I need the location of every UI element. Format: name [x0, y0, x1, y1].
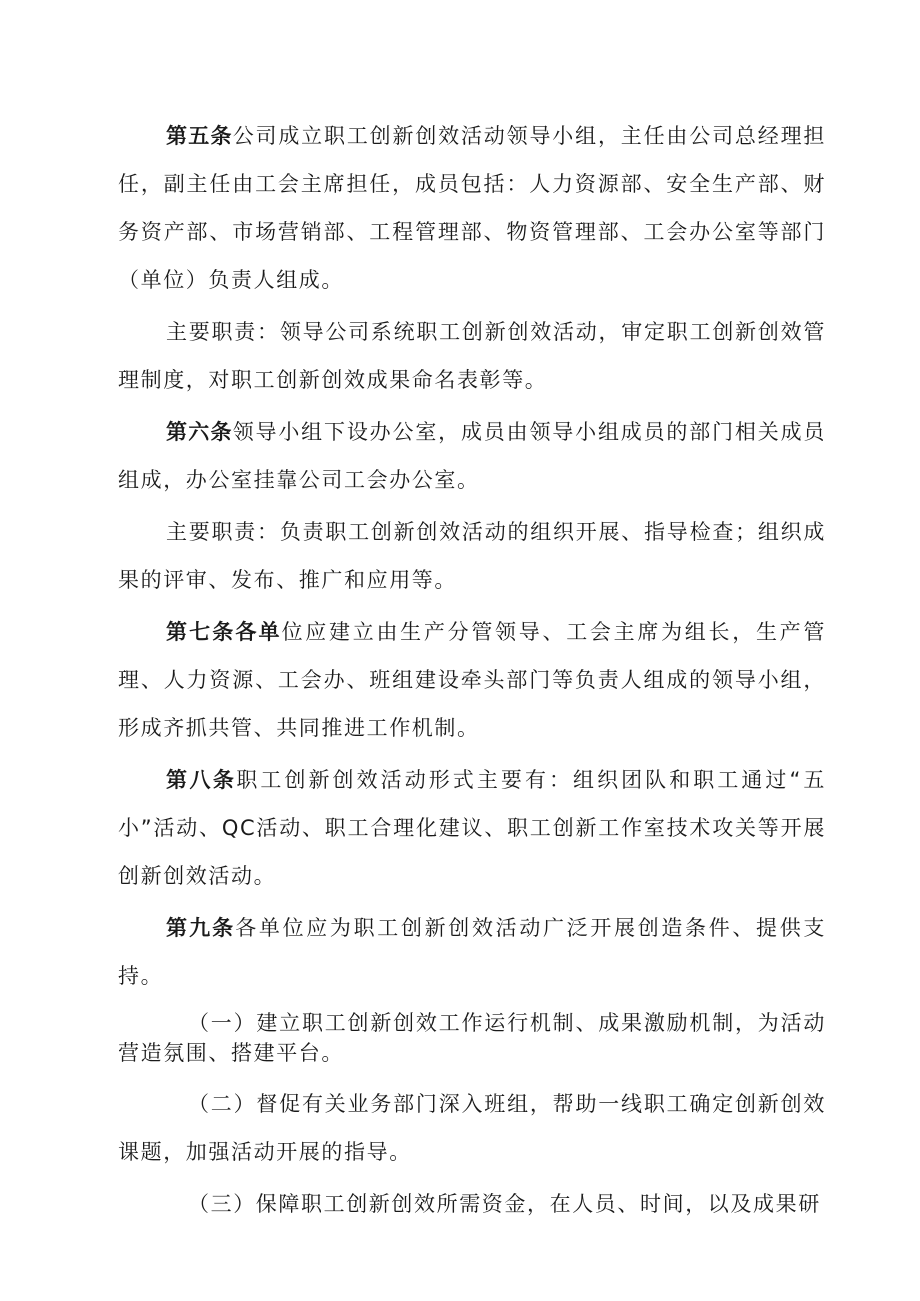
article-9-item-1-text: （一）建立职工创新创效工作运行机制、成果激励机制，为活动营造氛围、搭建平台。 — [118, 1011, 826, 1065]
article-9-label: 第九条 — [166, 916, 236, 940]
article-6-label: 第六条 — [166, 420, 233, 444]
article-7-label: 第七条各单 — [166, 620, 282, 644]
article-9-item-3 — [118, 1180, 826, 1228]
article-9-text: 各单位应为职工创新创效活动广泛开展创造条件、提供支持。 — [118, 916, 827, 988]
article-6-duties-paragraph — [118, 508, 826, 604]
article-8-paragraph — [118, 756, 826, 900]
article-5-duties-text: 主要职责：领导公司系统职工创新创效活动，审定职工创新创效管理制度，对职工创新创效成果命名表彰等。 — [118, 320, 826, 392]
article-9-paragraph — [118, 904, 826, 1000]
article-9-item-2 — [118, 1080, 826, 1176]
article-5-paragraph — [118, 112, 826, 304]
article-8-label: 第八条 — [166, 768, 237, 792]
article-9-item-2-text: （二）督促有关业务部门深入班组，帮助一线职工确定创新创效课题，加强活动开展的指导。 — [118, 1092, 826, 1164]
article-7-text: 位应建立由生产分管领导、工会主席为组长，生产管理、人力资源、工会办、班组建设牵头部门等负责人组成的领导小组，形成齐抓共管、共同推进工作机制。 — [118, 620, 826, 740]
article-5-label: 第五条 — [166, 124, 233, 148]
article-5-duties-paragraph — [118, 308, 826, 404]
article-8-text: 职工创新创效活动形式主要有：组织团队和职工通过“五小”活动、QC活动、职工合理化建议、职工创新工作室技术攻关等开展创新创效活动。 — [118, 768, 827, 888]
article-9-item-1 — [118, 1008, 826, 1068]
article-6-text: 领导小组下设办公室，成员由领导小组成员的部门相关成员组成，办公室挂靠公司工会办公室。 — [118, 420, 826, 492]
article-5-text: 公司成立职工创新创效活动领导小组，主任由公司总经理担任，副主任由工会主席担任，成员包括：人力资源部、安全生产部、财务资产部、市场营销部、工程管理部、物资管理部、工会办公室等部门（单位）负责人组成。 — [118, 124, 826, 292]
article-9-item-3-text: （三）保障职工创新创效所需资金，在人员、时间，以及成果研 — [188, 1192, 821, 1216]
document-body — [118, 112, 826, 1232]
article-6-duties-text: 主要职责：负责职工创新创效活动的组织开展、指导检查；组织成果的评审、发布、推广和应用等。 — [118, 520, 826, 592]
article-6-paragraph — [118, 408, 826, 504]
article-7-paragraph — [118, 608, 826, 752]
